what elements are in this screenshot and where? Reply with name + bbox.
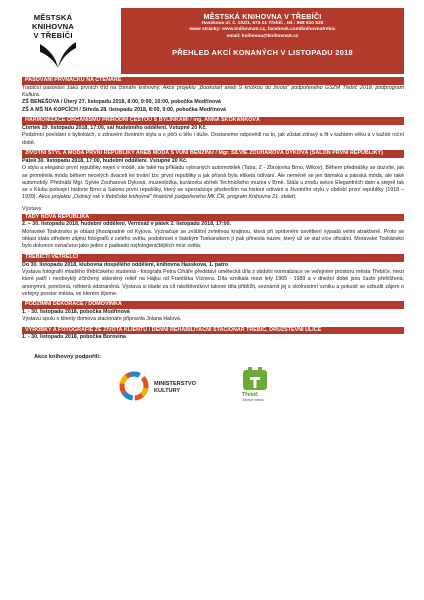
section-zivotni-styl [22,150,404,202]
org-name: MĚSTSKÁ KNIHOVNA V TŘEBÍČI [203,12,322,21]
logo-line2: KNIHOVNA [31,22,75,31]
section-title: TŘEBÍČTÍ VETŘELCI [22,254,404,262]
section-vyrobky [22,327,404,342]
book-icon [38,40,78,70]
logo-line1: MĚSTSKÁ [33,13,73,22]
event-date: 2. – 30. listopadu 2018, hudební oddělení. Vernisáž v pátek 2. listopadu 2018, 17:00. [22,221,232,228]
text-plain: Tradiční pasování žáků prvních tříd na čtenáře knihovny. [22,84,163,91]
section-title: VÝROBKY A FOTOGRAFIE ZE ŽIVOTA KLIENTŮ / DENNÍ REHABILITAČNÍ STACIONÁŘ TŘEBÍČ, DRUŽSTEVNÍ ULICE [22,327,404,335]
trebic-text [242,392,264,402]
event-date: ZŠ A MŠ NA KOPCÍCH / Středa 28. listopadu 2018, 8:00, 9:00, pobočka Modřínová [22,106,226,113]
section-title: HARMONIZACE ORGANISMU PŘÍRODNÍ CESTOU S BYLINKAMI / ing. ANNA SKOKÁNKOVÁ [22,117,404,125]
library-logo [22,10,118,70]
text-plain: O stylu a eleganci první republiky nejen v módě, ale také na příkladu vybraných automobilek (Tatra, Z - Zbrojovka Brno, Wikov). Během přednášky se dozvíte, jak se proměnila móda během necelých dvaceti let trvání tzv. první republiky a jak přísná byla etiketa odívání. Ale neméně se jen dámská a pánská móda, ale také automobily. Přednáší Mgr. Sylvie Zouharová Dyková, muzeoložka, kurátorka sbírek Technického muzea v Brně. Stála u zrodu sekce Elegantních dam a stejně tak se v Klubu policejní historie Brno a Salonu první republiky, který se specializuje především na historii odívání a životního stylu v období první republiky (1918 – 1939). [22,165,404,201]
sponsors-label: Akce knihovny podpořili: [34,353,101,360]
header-band [121,8,404,74]
section-text: Moravské Toskánsko je oblast jihozápadně od Kyjova. Vyznačuje se zvláštní zvlněnou krajinou, která při správném osvětlení vypadá velmi atraktivně. Proto se oblast stala středem zájmu fotografů z celého světa, podobnost s italským Toskánskem jí pak přinesla název, který už se stal více oficiální. Moravské Toskánsko bylo dokonce označeno jako jedno z padesáti nejfotogeničtějších míst světa. [22,228,404,250]
section-harmonizace [22,117,404,147]
section-text [22,85,404,100]
section-nova-republika [22,214,404,251]
section-dekorace [22,301,404,324]
page [22,8,404,414]
event-date: Pátek 30. listopadu 2018, 17:00, hudební oddělení. Vstupné 20 Kč. [22,157,188,164]
section-title: TADY NOVÁ REPUBLIKA [22,214,404,222]
logo-line3: V TŘEBÍČI [33,31,73,40]
trebic-logo [240,366,270,392]
section-title: ŽIVOTNÍ STYL A MÓDA PRVNÍ REPUBLIKY ANEB MÓDA S VŮNÍ BENZÍNU / Mgr. SILVIE ZOUHAROVÁ DYKOVÁ (SALON PRVNÍ REPUBLIKY) [22,150,404,158]
section-pasovani [22,77,404,114]
header [22,8,404,74]
section-title: PODZIMNÍ DEKORACE / DOMOVINKA [22,301,404,309]
section-vetrelci [22,254,404,298]
org-web: www stránky: www.knihovnatr.cz, facebook.com/knihovnatrebic [189,27,336,33]
event-date: 1. - 30. listopadu 2018, pobočka Borovina [22,334,126,341]
exhibitions-heading: Výstavy [22,205,42,212]
ministry-text [154,381,196,395]
event-date: Čtvrtek 29. listopadu 2018, 17:00, sál hudebního oddělení. Vstupné 20 Kč. [22,125,207,131]
ministry-of-culture-logo [118,370,150,402]
event-date: 1. - 30. listopadu 2018, pobočka Modřínová [22,308,130,315]
section-text [22,165,404,201]
event-date: Do 30. listopadu 2018, klubovna dospělého oddělení, knihovna Hasskova, 1. patro [22,261,229,268]
section-text: Výstavu spolu s klienty domova stacionáře připravila Jolana Halová. [22,316,182,323]
org-address: Hasskova ul. č. 102/1, 674 01 Třebíč , tel.: 568 610 520 [201,21,324,26]
section-title: PASOVÁNÍ PRVŇÁČKŮ NA ČTENÁŘE [22,77,404,85]
ministry-line2: KULTURY [154,387,181,394]
ministry-line1: MINISTERSTVO [154,380,196,387]
text-italic: Akce projektu „Bookstart aneb S knížkou do života" podpořeného GSZM Třebíč 2018, podprogram Kultura. [22,84,404,99]
event-date: ZŠ BENEŠOVA / Úterý 27. listopadu 2018, 8:00, 9:00, 10:00, pobočka Modřínová [22,99,221,106]
page-title: PŘEHLED AKCÍ KONANÝCH V LISTOPADU 2018 [172,48,353,58]
sponsor-logos [22,364,404,414]
text-italic: Akce projektu „Oslnivý rok v třebíčské knihovně" finančně podpořeného MK ČR, program Knihovna 21. století. [38,194,297,201]
org-email: email: knihovna@knihovnatr.cz [226,33,299,39]
section-text: Výstava fotografií mladého třebíčského studenta - fotografa Petra Ciháře představí umělecká díla z období normalizace ve veřejném prostoru města Třebíče, mezi které patří i neobvyklý zčinžený skleněný reliéf na Hájku od Františka Víznera. Díla vznikala mezi lety 1965 - 1989 a v dnešní době jsou často přehlížená, anonymní, poničená, některá odstraněná. Výstava si klade za cíl návštěvníkovi takové díla přiblížit, seznámit jej s okolnostmí vzniku a pokusit se vzbudit zájem o veřejný prostor města, ve kterém žijeme. [22,268,404,297]
trebic-name: Třebíč [242,391,259,398]
logo-text [22,13,84,40]
trebic-sub: Zdravé město [242,397,264,402]
section-text: Podzimní povídání o bylinkách, o zdravém životním stylu a o péči o tělo i duše. Dostaneme odpovědi na to, jak zůstat zdravý a fit v každém věku a v každé roční době. [22,132,404,146]
